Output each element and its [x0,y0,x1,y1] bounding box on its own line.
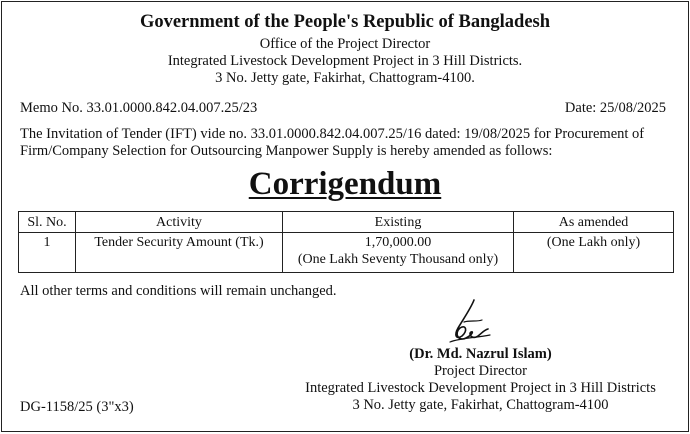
notice-page [1,1,689,432]
col-header-amended: As amended [514,212,674,233]
ad-code: DG-1158/25 (3"x3) [20,399,134,415]
amendment-table [18,211,674,273]
notice-date: Date: 25/08/2025 [564,100,666,116]
existing-amount: 1,70,000.00 [364,235,432,250]
signatory-address: 3 No. Jetty gate, Fakirhat, Chattogram-4100 [352,397,609,413]
cell-existing [283,233,514,273]
project-line: Integrated Livestock Development Project in 3 Hill Districts. [167,53,523,69]
memo-number: Memo No. 33.01.0000.842.04.007.25/23 [20,100,258,116]
signature-image [444,298,496,346]
col-header-activity: Activity [76,212,283,233]
address-line: 3 No. Jetty gate, Fakirhat, Chattogram-4100. [215,70,475,86]
signatory-designation: Project Director [433,363,527,379]
table-row [19,233,674,273]
col-header-sl: Sl. No. [19,212,76,233]
signatory-project: Integrated Livestock Development Project in 3 Hill Districts [305,380,656,396]
cell-amended: (One Lakh only) [514,233,674,273]
government-title: Government of the People's Republic of Bangladesh [139,12,551,32]
table-header-row [19,212,674,233]
col-header-existing: Existing [283,212,514,233]
cell-activity: Tender Security Amount (Tk.) [76,233,283,273]
intro-paragraph: The Invitation of Tender (IFT) vide no. 33.01.0000.842.04.007.25/16 dated: 19/08/2025 for Procurement of Firm/Company Selection for Outsourcing Manpower Supply is hereby amended as follows: [20,126,645,159]
existing-amount-words: (One Lakh Seventy Thousand only) [297,252,499,267]
terms-note: All other terms and conditions will remain unchanged. [20,283,337,299]
cell-sl: 1 [19,233,76,273]
corrigendum-heading: Corrigendum [248,166,442,202]
office-line: Office of the Project Director [259,36,431,52]
signatory-name: (Dr. Md. Nazrul Islam) [409,346,552,362]
